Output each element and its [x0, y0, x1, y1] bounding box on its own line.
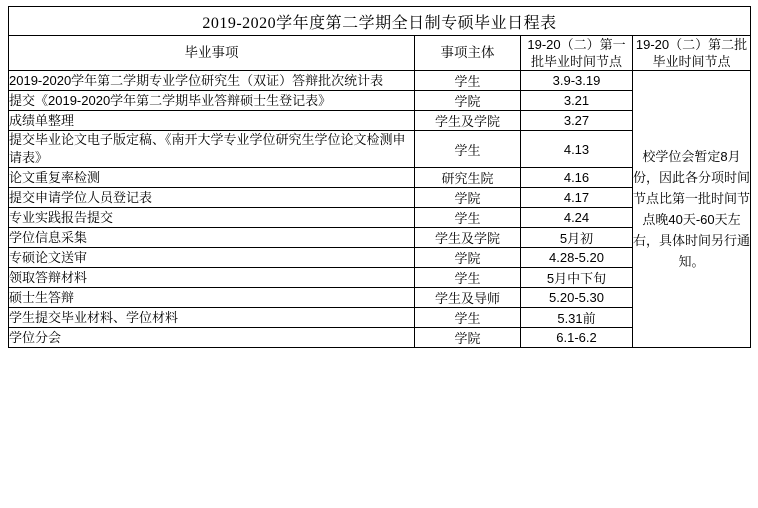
cell-date-batch1: 3.27: [521, 111, 633, 131]
cell-subject: 学生及学院: [415, 228, 521, 248]
cell-date-batch1: 5.31前: [521, 308, 633, 328]
cell-item: 学生提交毕业材料、学位材料: [9, 308, 415, 328]
table-row: [9, 71, 751, 91]
graduation-schedule-table: [8, 6, 751, 348]
table-title-row: [9, 7, 751, 36]
cell-date-batch1: 4.28-5.20: [521, 248, 633, 268]
cell-item: 学位分会: [9, 328, 415, 348]
cell-date-batch1: 5月初: [521, 228, 633, 248]
cell-subject: 研究生院: [415, 168, 521, 188]
cell-subject: 学生: [415, 308, 521, 328]
cell-subject: 学院: [415, 248, 521, 268]
cell-subject: 学生及导师: [415, 288, 521, 308]
document-title: 2019-2020学年度第二学期全日制专硕毕业日程表: [9, 7, 751, 36]
cell-date-batch1: 4.16: [521, 168, 633, 188]
cell-subject: 学生及学院: [415, 111, 521, 131]
cell-subject: 学生: [415, 268, 521, 288]
cell-subject: 学院: [415, 188, 521, 208]
column-header-batch2: 19-20（二）第二批毕业时间节点: [633, 36, 751, 71]
cell-item: 提交《2019-2020学年第二学期毕业答辩硕士生登记表》: [9, 91, 415, 111]
cell-date-batch1: 6.1-6.2: [521, 328, 633, 348]
table-header-row: [9, 36, 751, 71]
cell-date-batch1: 4.17: [521, 188, 633, 208]
cell-item: 专硕论文送审: [9, 248, 415, 268]
cell-item: 提交申请学位人员登记表: [9, 188, 415, 208]
cell-subject: 学院: [415, 328, 521, 348]
cell-date-batch1: 4.24: [521, 208, 633, 228]
column-header-item: 毕业事项: [9, 36, 415, 71]
cell-item: 成绩单整理: [9, 111, 415, 131]
cell-subject: 学院: [415, 91, 521, 111]
cell-item: 2019-2020学年第二学期专业学位研究生（双证）答辩批次统计表: [9, 71, 415, 91]
cell-item: 学位信息采集: [9, 228, 415, 248]
cell-subject: 学生: [415, 208, 521, 228]
cell-item: 领取答辩材料: [9, 268, 415, 288]
cell-item: 论文重复率检测: [9, 168, 415, 188]
cell-date-batch1: 4.13: [521, 131, 633, 168]
cell-item: 专业实践报告提交: [9, 208, 415, 228]
column-header-subject: 事项主体: [415, 36, 521, 71]
cell-item: 提交毕业论文电子版定稿、《南开大学专业学位研究生学位论文检测申请表》: [9, 131, 415, 168]
cell-subject: 学生: [415, 71, 521, 91]
cell-date-batch1: 5.20-5.30: [521, 288, 633, 308]
cell-date-batch1: 3.9-3.19: [521, 71, 633, 91]
cell-date-batch1: 5月中下旬: [521, 268, 633, 288]
column-header-batch1: 19-20（二）第一批毕业时间节点: [521, 36, 633, 71]
cell-date-batch1: 3.21: [521, 91, 633, 111]
cell-batch2-note: 校学位会暂定8月份，因此各分项时间节点比第一批时间节点晚40天-60天左右，具体时间另行通知。: [633, 71, 751, 348]
cell-item: 硕士生答辩: [9, 288, 415, 308]
cell-subject: 学生: [415, 131, 521, 168]
